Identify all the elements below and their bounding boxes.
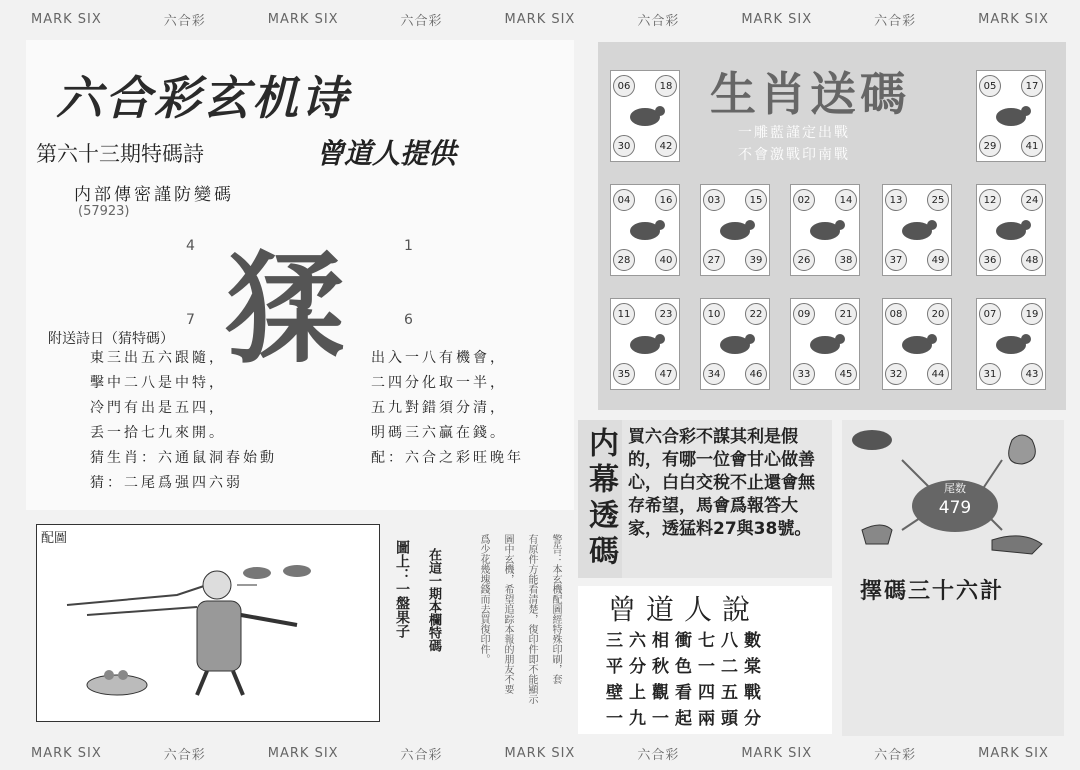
illustration [36,524,380,722]
poem-line: 丢一拾七九來開。 [90,425,226,441]
zodiac-subtitle-line: 不會激戰印南戰 [738,147,850,163]
zodiac-number: 45 [835,363,857,385]
picture-caption-2: 在這一期本欄特碼 [426,548,441,652]
zodiac-number: 30 [613,135,635,157]
snake-icon [895,213,939,247]
saying-row: 三六相衝七八數 [606,631,767,651]
zodiac-card [610,70,680,162]
zodiac-number: 31 [979,363,1001,385]
rabbit-icon [713,213,757,247]
zodiac-number: 06 [613,75,635,97]
zodiac-card [976,70,1046,162]
inner-number: (57923) [78,204,130,219]
zodiac-card [882,184,952,276]
poem-line: 配：六合之彩旺晚年 [371,450,524,466]
zodiac-number: 03 [703,189,725,211]
ox-icon [989,99,1033,133]
zodiac-number: 04 [613,189,635,211]
notice-line: 警告：本玄機配圖經特殊印刷，套 [550,534,561,684]
pig-icon [989,327,1033,361]
zodiac-number: 02 [793,189,815,211]
saying-row: 壁上觀看四五戰 [606,683,767,703]
tiger-icon [623,213,667,247]
notice-line: 爲少花幾塊錢而去買復印件。 [478,534,489,664]
zodiac-number: 28 [613,249,635,271]
zodiac-number: 37 [885,249,907,271]
banner-item: MARK SIX [978,11,1049,27]
illustration-label: 配圖 [41,531,68,546]
issue-label: 第六十三期特碼詩 [36,142,204,166]
poem-line: 猜生肖：六通鼠洞春始動 [90,450,277,466]
tail-label: 尾数 [944,482,966,495]
zodiac-number: 36 [979,249,1001,271]
banner-item: MARK SIX [504,745,576,761]
zodiac-number: 47 [655,363,677,385]
zodiac-subtitle-line: 一雕藍謹定出戰 [738,125,850,141]
zodiac-number: 40 [655,249,677,271]
saying-panel [578,586,832,734]
poem-left [90,346,277,496]
zodiac-number: 32 [885,363,907,385]
zodiac-number: 22 [745,303,767,325]
zodiac-number: 39 [745,249,767,271]
zodiac-number: 33 [793,363,815,385]
zodiac-card [882,298,952,390]
zodiac-number: 18 [655,75,677,97]
zodiac-number: 10 [703,303,725,325]
banner-item: MARK SIX [267,745,339,761]
banner-item: MARK SIX [978,745,1049,761]
poem-line: 五九對錯須分清， [371,400,507,416]
zodiac-number: 12 [979,189,1001,211]
zodiac-number: 24 [1021,189,1043,211]
zodiac-number: 29 [979,135,1001,157]
strategy-panel [842,420,1064,736]
zodiac-card [790,298,860,390]
inside-tip-text: 買六合彩不謀其利是假的，有哪一位會甘心做善心，白白交稅不止還會無存希望，馬會爲報答大家，透猛料27與38號。 [628,427,815,539]
zodiac-number: 42 [655,135,677,157]
zodiac-number: 48 [1021,249,1043,271]
zodiac-number: 26 [793,249,815,271]
saying-title: 曾道人說 [608,593,761,626]
bottom-banner [0,740,1080,766]
zodiac-number: 14 [835,189,857,211]
zodiac-number: 11 [613,303,635,325]
inside-tip-panel [578,420,832,578]
zodiac-number: 44 [927,363,949,385]
corner-number: 6 [404,312,413,328]
zodiac-panel [598,42,1066,410]
picture-caption-1: 圖上：一盤果子 [394,540,410,638]
zodiac-card [700,298,770,390]
poem-line: 出入一八有機會， [371,350,507,366]
inner-label: 内部傳密謹防變碼 [74,185,234,205]
zodiac-number: 38 [835,249,857,271]
zodiac-number: 21 [835,303,857,325]
zodiac-card [790,184,860,276]
zodiac-number: 25 [927,189,949,211]
saying-row: 一九一起兩頭分 [606,709,767,729]
banner-item: MARK SIX [30,11,102,27]
zodiac-number: 19 [1021,303,1043,325]
page-title: 六合彩玄机诗 [56,71,350,125]
strategy-title: 擇碼三十六計 [860,579,1005,604]
poem-line: 冷門有出是五四， [90,400,226,416]
zodiac-number: 23 [655,303,677,325]
zodiac-number: 27 [703,249,725,271]
notice-line: 有原件方能看清楚，復印件即不能顯示 [526,534,537,704]
banner-item: MARK SIX [741,11,813,27]
rooster-icon [803,327,847,361]
banner-item: 六合彩 [637,747,680,763]
zodiac-title: 生肖送碼 [710,67,910,121]
hint-character: 猱 [226,241,346,380]
zodiac-number: 35 [613,363,635,385]
dragon-icon [803,213,847,247]
saying-row: 平分秋色一二棠 [606,657,767,677]
zodiac-number: 15 [745,189,767,211]
zodiac-card [700,184,770,276]
banner-item: MARK SIX [741,745,813,761]
zodiac-number: 17 [1021,75,1043,97]
zodiac-number: 05 [979,75,1001,97]
poem-line: 二四分化取一半， [371,375,507,391]
tail-value: 479 [938,498,972,518]
top-banner [0,6,1080,32]
banner-item: 六合彩 [874,747,917,763]
notice-line: 圖中玄機，希望追踪本報的朋友不要 [502,534,513,694]
zodiac-card [610,298,680,390]
zodiac-number: 20 [927,303,949,325]
banner-item: 六合彩 [163,13,206,29]
goat-icon [623,327,667,361]
banner-item: MARK SIX [30,745,102,761]
tail-number-badge [912,480,998,532]
zodiac-number: 09 [793,303,815,325]
cartoon-illustration-icon [57,545,357,715]
banner-item: 六合彩 [163,747,206,763]
inside-tip-title: 内幕透碼 [578,420,622,578]
corner-number: 1 [404,238,413,254]
monkey-icon [713,327,757,361]
rat-icon [623,99,667,133]
poem-line: 猜：二尾爲强四六弱 [90,475,243,491]
zodiac-subtitle [738,122,850,166]
poem-line: 明碼三六贏在錢。 [371,425,507,441]
zodiac-number: 13 [885,189,907,211]
corner-number: 7 [186,312,195,328]
corner-number: 4 [186,238,195,254]
banner-item: MARK SIX [504,11,576,27]
zodiac-card [610,184,680,276]
poem-line: 東三出五六跟隨， [90,350,226,366]
banner-item: 六合彩 [400,13,443,29]
zodiac-number: 46 [745,363,767,385]
zodiac-number: 16 [655,189,677,211]
poem-line: 擊中二八是中特， [90,375,226,391]
banner-item: 六合彩 [874,13,917,29]
poem-right [371,346,524,471]
zodiac-card [976,184,1046,276]
zodiac-number: 43 [1021,363,1043,385]
poem-panel [26,40,574,510]
zodiac-number: 34 [703,363,725,385]
zodiac-number: 08 [885,303,907,325]
banner-item: 六合彩 [400,747,443,763]
zodiac-number: 49 [927,249,949,271]
zodiac-number: 07 [979,303,1001,325]
dog-icon [895,327,939,361]
banner-item: MARK SIX [267,11,339,27]
horse-icon [989,213,1033,247]
poem-header: 附送詩日（猜特碼） [48,331,174,347]
author-label: 曾道人提供 [316,137,457,170]
banner-item: 六合彩 [637,13,680,29]
zodiac-card [976,298,1046,390]
zodiac-number: 41 [1021,135,1043,157]
